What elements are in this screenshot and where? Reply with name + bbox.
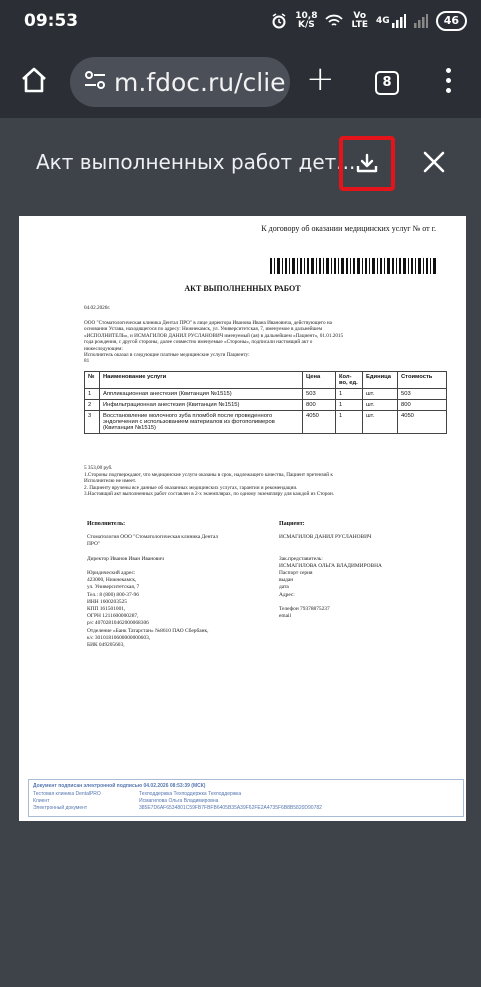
status-time: 09:53 — [24, 11, 79, 31]
download-icon — [355, 152, 379, 176]
status-bar — [0, 0, 481, 44]
table-header-row: № Наименование услуги Цена Кол-во, ед. Единица Стоимость — [85, 372, 447, 389]
services-table — [84, 371, 447, 434]
volte-badge: Vo LTE — [351, 11, 369, 30]
new-tab-icon[interactable]: + — [306, 59, 335, 99]
close-icon[interactable] — [420, 148, 448, 180]
signal-4g-icon: 4G — [376, 14, 406, 28]
table-row: 3 Восстановление молочного зуба пломбой после проведенного эндолечения с использованием материалов из фотополимеров (Квитанция №1515) 4050 1 шт. 4050 — [85, 411, 447, 434]
act-title: АКТ ВЫПОЛНЕННЫХ РАБОТ — [184, 284, 301, 293]
battery-indicator: 46 — [436, 11, 467, 31]
act-terms: 1.Стороны подтверждают, что медицинские услуги оказаны в срок, надлежащего качества, Пациент претензий к Исполнителю не имеет. 2. Пациенту вручены все данные об оказанных медицинских услугах, гарантии и рекомендации. 3.Настоящий акт выполненных работ составлен в 2-х экземплярах, по одному экземпляру для каждой из Сторон. — [84, 472, 335, 498]
executor-details: Стоматология ООО "Стоматологическая клиника Дентал ПРО" Директор Иванов Иван Иванович Юридический адрес: 423000, Нижнекамск, ул. Университетская, 7 Тел.: 8 (800) 800-37-96 ИНН 1600203525 КПП 161501001, ОГРН 1211600000287, р/с 40702810462000068306 Отделение «Банк Татарстан» №8610 ПАО Сбербанк, к/с 30101810600000000603, БИК 049205603, — [87, 534, 219, 649]
table-row: 1 Аппликационная анестезия (Квитанция №1515) 503 1 шт. 503 — [85, 389, 447, 400]
signal-icon — [414, 14, 428, 28]
patient-details: ИСМАГИЛОВ ДАНИЛ РУСЛАНОВИЧ Зак.представитель: ИСМАГИЛОВА ОЛЬГА ВЛАДИМИРОВНА Паспорт серия выдан дата Адрес: Телефон 79378875237 email — [279, 534, 382, 620]
esign-row: Клиент Исмагилова Ольга Владимировна — [33, 798, 219, 804]
url-text: m.fdoc.ru/clie — [114, 67, 286, 97]
document-page[interactable] — [19, 216, 466, 821]
patient-heading: Пациент: — [279, 521, 305, 527]
browser-toolbar — [0, 44, 481, 118]
executor-heading: Исполнитель: — [87, 521, 126, 527]
document-title: Акт выполненных работ дет... — [36, 150, 356, 174]
site-settings-icon[interactable] — [84, 71, 106, 93]
document-viewer-header — [0, 118, 481, 208]
esign-row: Электронный документ 385E7D6AF6534801C59FB7FBFB6405B35A39F62FE2A4735F6B8B5820D90782 — [33, 805, 322, 811]
status-icons — [271, 11, 467, 31]
barcode — [270, 258, 436, 274]
esign-header: Документ подписан электронной подписью 04.02.2026 08:53:39 (МСК) — [33, 783, 206, 789]
act-date: 04.02.2026г. — [84, 305, 111, 311]
tab-switcher-button[interactable]: 8 — [375, 71, 399, 95]
esign-row: Тестовая клиника DentalPRO Техподдержка Техподдержка Техподдержка — [33, 791, 242, 797]
wifi-icon — [325, 14, 343, 28]
address-bar[interactable] — [70, 57, 290, 107]
home-icon[interactable] — [20, 66, 48, 98]
network-speed: 10,8 K/S — [295, 11, 318, 30]
alarm-icon — [271, 13, 287, 29]
total-sum: 5 353,00 руб. — [84, 465, 113, 471]
table-row: 2 Инфильтрационная анестезия (Квитанция №1515) 800 1 шт. 800 — [85, 400, 447, 411]
viewer-background — [0, 824, 481, 987]
more-menu-icon[interactable] — [446, 68, 452, 98]
electronic-signature-stamp — [28, 779, 464, 817]
download-button[interactable] — [339, 136, 395, 191]
act-intro: ООО "Стоматологическая клиника Дентал ПРО" в лице директора Иванова Ивана Ивановича, действующего на основании Устава, находящегося по адресу: Нижнекамск, ул. Университетская, 7, именуемое в дальнейшем «ИСПОЛНИТЕЛЬ», и ИСМАГИЛОВ ДАНИЛ РУСЛАНОВИЧ именуемый (ая) в дальнейшем «Пациент», 01.01.2015 года рождения, с другой стороны, далее совместно именуемые «Стороны», подписали настоящий акт о нижеследующем: Исполнитель оказал в следующие платные медицинские услуги Пациенту: 81 — [84, 320, 344, 365]
contract-reference: К договору об оказании медицинских услуг № от г. — [261, 224, 436, 233]
